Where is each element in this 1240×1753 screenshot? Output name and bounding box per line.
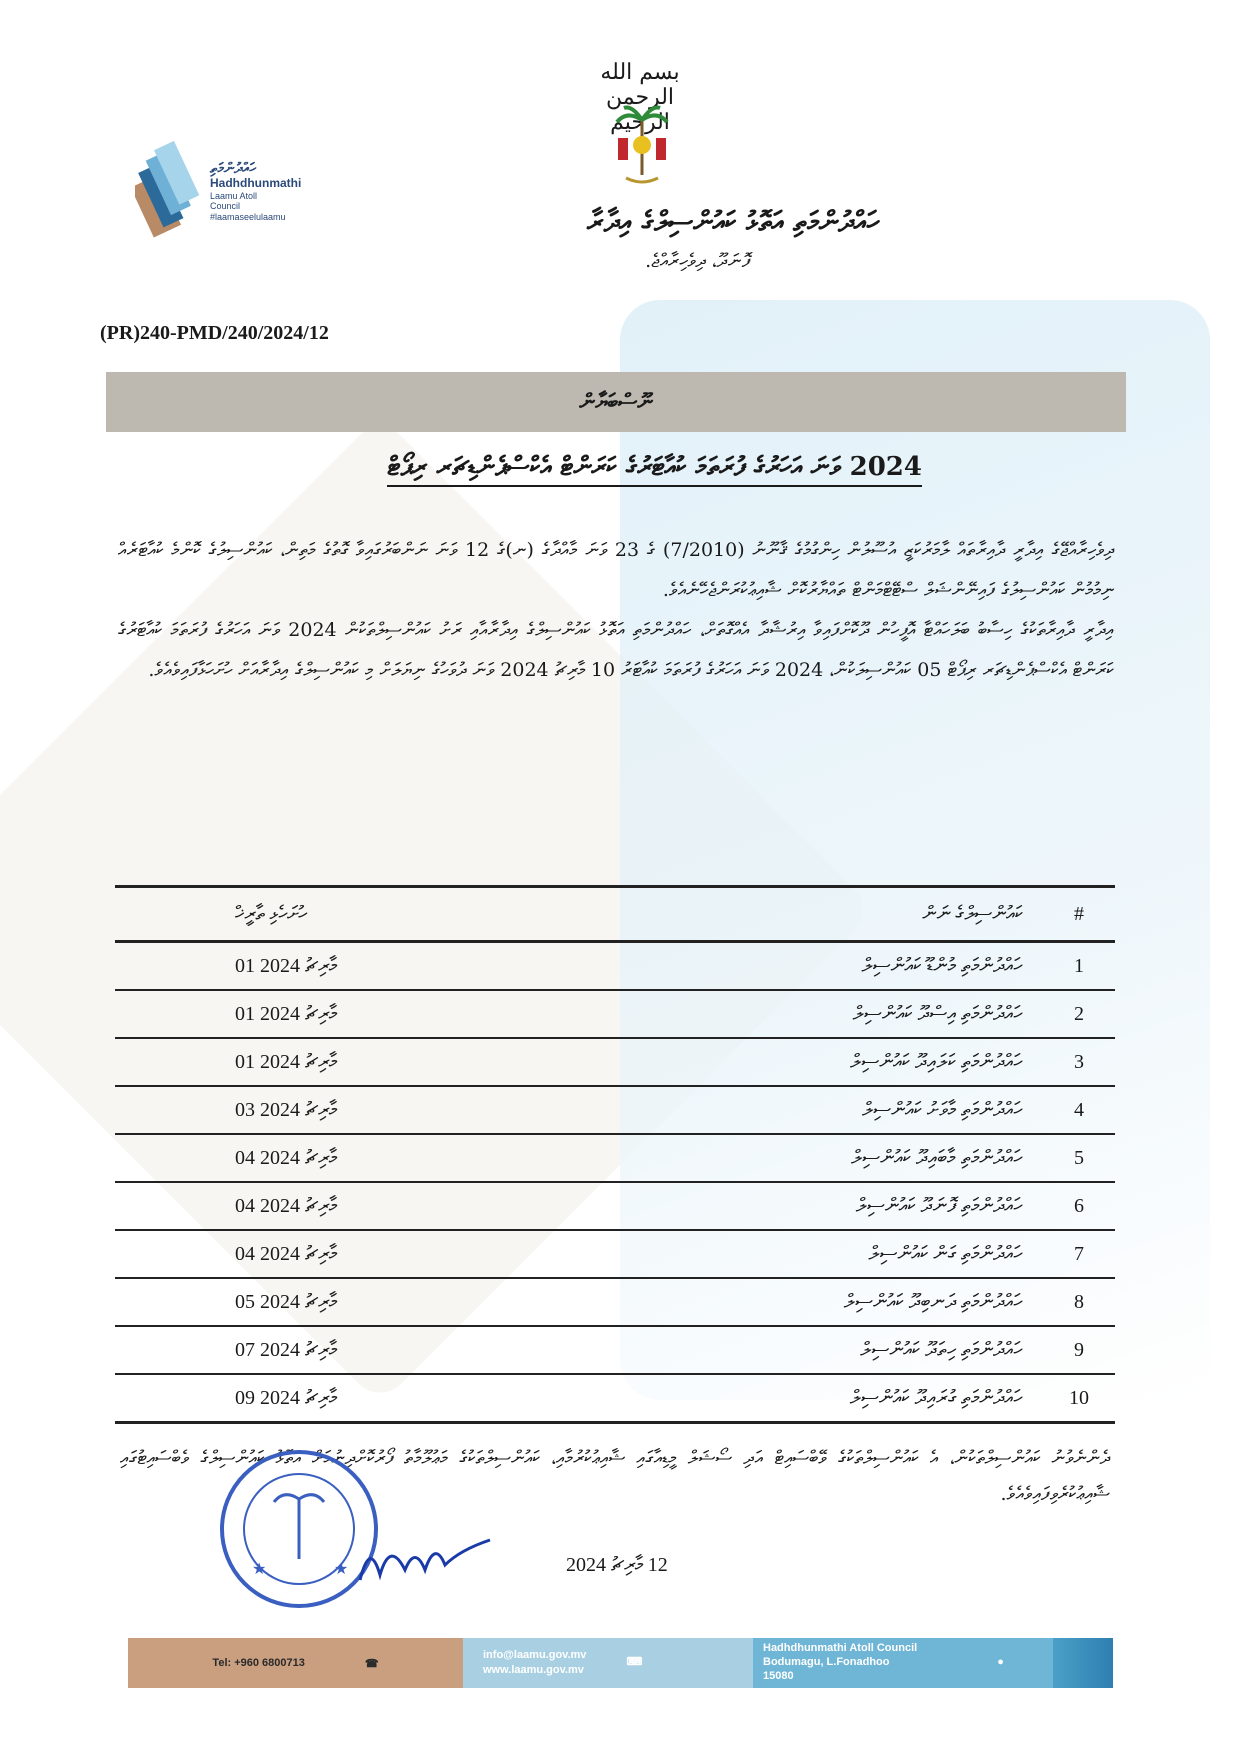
row-date: 03 މާރިޗު 2024 xyxy=(115,1086,566,1134)
banner-title: ނޫސްބަޔާން xyxy=(579,389,653,415)
council-location: ފޮނަދޫ، ދިވެހިރާއްޖެ. xyxy=(645,250,750,272)
row-name: ހައްދުންމަތި ފޮނަދޫ ކައުންސިލް xyxy=(566,1182,1043,1230)
table-row xyxy=(115,1278,1115,1326)
row-name: ހައްދުންމަތި ދަނބިދޫ ކައުންސިލް xyxy=(566,1278,1043,1326)
table-row xyxy=(115,1374,1115,1423)
location-pin-icon: ● xyxy=(997,1656,1004,1669)
table-row xyxy=(115,1326,1115,1374)
reference-number: (PR)240-PMD/240/2024/12 xyxy=(100,322,329,344)
footer-tel: Tel: +960 6800713 xyxy=(212,1657,305,1669)
footer-address xyxy=(753,1638,1053,1688)
row-date: 04 މާރިޗު 2024 xyxy=(115,1134,566,1182)
row-date: 05 މާރިޗު 2024 xyxy=(115,1278,566,1326)
phone-icon: ☎ xyxy=(364,1657,379,1670)
footer-email[interactable]: info@laamu.gov.mv xyxy=(483,1648,587,1661)
state-emblem-icon xyxy=(612,100,672,190)
table-row xyxy=(115,1086,1115,1134)
row-date: 04 މާރިޗު 2024 xyxy=(115,1230,566,1278)
footer-bar xyxy=(128,1638,1113,1688)
basmala: بسم الله الرحمن الرحيم xyxy=(600,60,680,135)
footer-web[interactable]: www.laamu.gov.mv xyxy=(483,1664,584,1676)
body-paragraph-1: ދިވެހިރާއްޖޭގެ އިދާރީ ދާއިރާތައް ލާމަރުކަޒީ އުސޫލުން ހިންގުމުގެ ޤާނޫނު (7/2010) ގެ 23 ވަނަ މާއްދާގެ (ނ)ގެ 12 ވަނަ ނަންބަރުގައިވާ ގޮތުގެ މަތިން، ކައުންސިލުގެ ކޮންމެ ކުއާޓަރެއް ނިމުމުން ކައުންސިލުގެ ފައިނޭންޝަލް ސްޓޭޓްމަންޓް ތައްޔާރުކޮށް ޝާއިޢުކުރަންޖެހޭނެއެވެ. xyxy=(118,539,1114,601)
document-date: 12 މާރިޗު 2024 xyxy=(566,1554,668,1576)
row-date: 01 މާރިޗު 2024 xyxy=(115,990,566,1038)
row-name: ހައްދުންމަތި މާވަށު ކައުންސިލް xyxy=(566,1086,1043,1134)
signature-icon xyxy=(350,1520,500,1600)
row-name: ހައްދުންމަތި އިސްދޫ ކައުންސިލް xyxy=(566,990,1043,1038)
row-num: 8 xyxy=(1043,1278,1115,1326)
logo-dhivehi: ހައްދުންމަތި xyxy=(210,160,257,177)
table-body xyxy=(115,942,1115,1423)
footer-contact-phone xyxy=(128,1638,463,1688)
header-date: ހުށަހެޅި ތާރީޚް xyxy=(115,887,566,942)
row-num: 5 xyxy=(1043,1134,1115,1182)
table-header-row xyxy=(115,887,1115,942)
title-banner xyxy=(106,372,1126,432)
body-paragraph-2: އިދާރީ ދާއިރާތަކުގެ ހިސާބު ބަލަހައްޓާ އޮފީހުން ދޫކޮށްފައިވާ އިރުޝާދާ އެއްގޮތަށް، ހައްދުންމަތި އަތޮޅު ކައުންސިލްގެ އިދާރާއާއި ރަށު ކައުންސިލްތަކުން 2024 ވަނަ އަހަރުގެ ފުރަތަމަ ކުއާޓަރުގެ ކަރަންޓް އެކްސްޕެންޑިޗަރ ރިޕޯޓް 05 ކައުންސިލަކުން، 2024 ވަނަ އަހަރުގެ ފުރަތަމަ ކުއާޓަރު 10 މާރިޗު 2024 ވަނަ ދުވަހުގެ ނިޔަލަށް މި ކައުންސިލްގެ އިދާރާއަށް ހުށަހަޅާފައިވެއެވެ. xyxy=(118,619,1114,681)
row-name: ހައްދުންމަތި މާބައިދޫ ކައުންސިލް xyxy=(566,1134,1043,1182)
row-name: ހައްދުންމަތި ހިތަދޫ ކައުންސިލް xyxy=(566,1326,1043,1374)
table-row xyxy=(115,942,1115,991)
logo-sub1: Laamu Atoll xyxy=(210,191,258,202)
row-name: ހައްދުންމަތި ގަން ކައުންސިލް xyxy=(566,1230,1043,1278)
council-name: ހައްދުންމަތި އަތޮޅު ކައުންސިލްގެ އިދާރާ xyxy=(587,205,880,238)
row-date: 07 މާރިޗު 2024 xyxy=(115,1326,566,1374)
table-row xyxy=(115,1182,1115,1230)
subject-line: 2024 ވަނަ އަހަރުގެ ފުރަތަމަ ކުއާޓަރުގެ ކަރަންޓް އެކްސްޕެންޑިޗަރ ރިޕޯޓް xyxy=(387,452,922,487)
logo-english: Hadhdhunmathi xyxy=(210,176,302,191)
row-name: ހައްދުންމަތި ގުރައިދޫ ކައުންސިލް xyxy=(566,1374,1043,1423)
logo-text xyxy=(210,160,301,222)
row-date: 01 މާރިޗު 2024 xyxy=(115,942,566,991)
row-name: ހައްދުންމަތި މުންޑޫ ކައުންސިލް xyxy=(566,942,1043,991)
row-date: 01 މާރިޗު 2024 xyxy=(115,1038,566,1086)
row-num: 9 xyxy=(1043,1326,1115,1374)
table-row xyxy=(115,990,1115,1038)
footer-addr3: 15080 xyxy=(763,1669,794,1682)
row-num: 4 xyxy=(1043,1086,1115,1134)
table-row xyxy=(115,1230,1115,1278)
row-date: 09 މާރިޗު 2024 xyxy=(115,1374,566,1423)
row-date: 04 މާރިޗު 2024 xyxy=(115,1182,566,1230)
closing-text: ދެންނެވުނު ކައުންސިލްތަކުން، އެ ކައުންސިލްތަކުގެ ވޭބްސައިޓް އަދި ސޯޝަލް މީޑިއާގައި ޝާއިޢުކުރުމާއި، ކައުންސިލްތަކުގެ މަޢުލޫމާތު ފޯރުކޮށްދިނުމަށް އަތޮޅު ކައުންސިލްގެ ވެބްސައިޓުގައި ޝާއިޢުކުރެވިފައިވެއެވެ. xyxy=(120,1447,1110,1505)
row-num: 1 xyxy=(1043,942,1115,991)
body-text xyxy=(118,530,1114,690)
table-row xyxy=(115,1038,1115,1086)
row-num: 3 xyxy=(1043,1038,1115,1086)
row-num: 6 xyxy=(1043,1182,1115,1230)
footer-addr1: Hadhdhunmathi Atoll Council xyxy=(763,1642,918,1655)
footer-accent xyxy=(1053,1638,1113,1688)
footer-contact-web xyxy=(463,1638,753,1688)
row-num: 2 xyxy=(1043,990,1115,1038)
logo-tag: #laamaseelulaamu xyxy=(210,211,286,222)
web-icon: ⌨ xyxy=(626,1656,643,1669)
svg-text:★: ★ xyxy=(334,1559,349,1578)
logo-sub2: Council xyxy=(210,201,241,212)
header-num: # xyxy=(1043,887,1115,942)
row-num: 10 xyxy=(1043,1374,1115,1423)
row-num: 7 xyxy=(1043,1230,1115,1278)
table-row xyxy=(115,1134,1115,1182)
header-name: ކައުންސިލްގެ ނަން xyxy=(566,887,1043,942)
footer-addr2: Bodumagu, L.Fonadhoo xyxy=(763,1656,890,1669)
submission-table xyxy=(115,885,1115,1424)
svg-text:★: ★ xyxy=(252,1559,267,1578)
row-name: ހައްދުންމަތި ކަލައިދޫ ކައުންސިލް xyxy=(566,1038,1043,1086)
